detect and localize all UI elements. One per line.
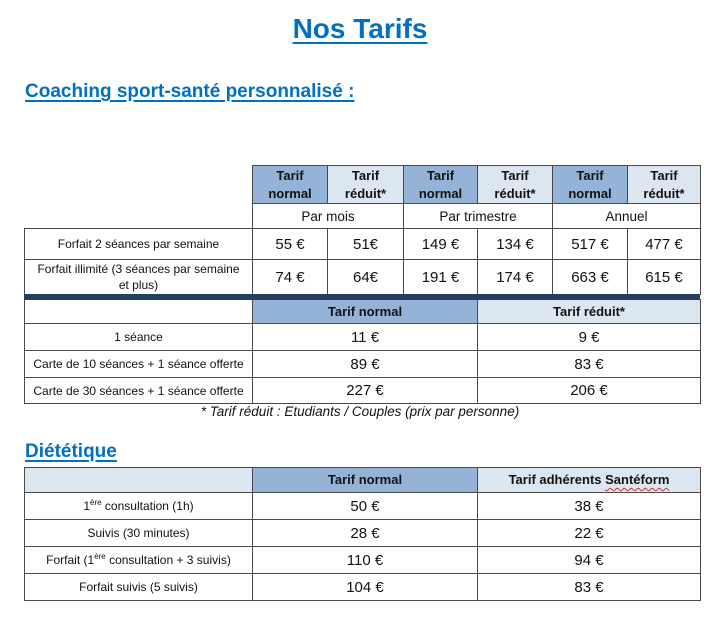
- header-label: Tarif réduit*: [344, 167, 387, 201]
- table-row: [25, 493, 701, 520]
- price-cell: 55 €: [253, 229, 328, 260]
- price-cell: 191 €: [404, 260, 478, 295]
- price-member: 38 €: [478, 493, 701, 520]
- header-label: Tarif réduit*: [494, 167, 536, 201]
- header-annual-normal: [553, 166, 628, 204]
- price-normal: 110 €: [253, 547, 478, 574]
- table-row: [25, 229, 701, 260]
- table-header-row: [25, 300, 701, 324]
- header-label: Tarif normal: [568, 167, 612, 201]
- row-label-cell: [25, 260, 253, 295]
- row-label: Forfait illimité (3 séances par semaine et plus): [37, 262, 240, 292]
- row-label-cell: [25, 493, 253, 520]
- footnote: * Tarif réduit : Etudiants / Couples (prix par personne): [200, 404, 520, 419]
- table-row: [25, 351, 701, 378]
- subscription-price-table: [24, 165, 701, 295]
- price-normal: 50 €: [253, 493, 478, 520]
- price-cell: 517 €: [553, 229, 628, 260]
- table-row: [25, 378, 701, 404]
- header-label: Tarif réduit*: [643, 167, 685, 201]
- price-normal: 11 €: [253, 324, 478, 351]
- price-member: 83 €: [478, 574, 701, 601]
- price-reduced: 83 €: [478, 351, 701, 378]
- header-tarif-normal: Tarif normal: [253, 300, 478, 324]
- price-normal: 227 €: [253, 378, 478, 404]
- row-label: Forfait 2 séances par semaine: [25, 229, 253, 260]
- table-row: [25, 574, 701, 601]
- price-normal: 104 €: [253, 574, 478, 601]
- row-label-superscript: ère: [90, 498, 102, 507]
- header-annual-reduced: [628, 166, 701, 204]
- header-brand-label: Santéform: [605, 472, 670, 487]
- table-header-row: [25, 468, 701, 493]
- section-heading-coaching: Coaching sport-santé personnalisé :: [25, 81, 355, 102]
- row-label: 1 séance: [25, 324, 253, 351]
- price-member: 94 €: [478, 547, 701, 574]
- header-quarterly-reduced: [478, 166, 553, 204]
- header-quarterly-normal: [404, 166, 478, 204]
- price-cell: 64€: [328, 260, 404, 295]
- row-label-cell: [25, 547, 253, 574]
- header-monthly-reduced: [328, 166, 404, 204]
- row-label-part: consultation + 3 suivis): [105, 553, 231, 567]
- row-label-part: consultation (1h): [101, 499, 194, 513]
- table-row: [25, 520, 701, 547]
- blank-header-cell: [25, 468, 253, 493]
- header-tarif-normal: Tarif normal: [253, 468, 478, 493]
- table-header-row: [25, 166, 701, 204]
- dietetics-price-table: [24, 467, 701, 601]
- period-annual: Annuel: [553, 204, 701, 229]
- table-row: [25, 547, 701, 574]
- price-reduced: 9 €: [478, 324, 701, 351]
- period-quarterly: Par trimestre: [404, 204, 553, 229]
- row-label: Carte de 30 séances + 1 séance offerte: [25, 378, 253, 404]
- price-reduced: 206 €: [478, 378, 701, 404]
- price-cell: 615 €: [628, 260, 701, 295]
- row-label-superscript: ère: [94, 552, 106, 561]
- row-label-part: 1: [83, 499, 91, 513]
- header-label: Tarif adhérents: [508, 472, 602, 487]
- header-tarif-adherents: [478, 468, 701, 493]
- price-cell: 134 €: [478, 229, 553, 260]
- price-member: 22 €: [478, 520, 701, 547]
- row-label-part: Forfait (1: [46, 553, 95, 567]
- price-normal: 89 €: [253, 351, 478, 378]
- blank-corner-cell: [25, 166, 253, 229]
- header-label: Tarif normal: [268, 167, 312, 201]
- session-price-table: [24, 299, 701, 404]
- row-label: Carte de 10 séances + 1 séance offerte: [25, 351, 253, 378]
- row-label: Forfait suivis (5 suivis): [25, 574, 253, 601]
- header-monthly-normal: [253, 166, 328, 204]
- table-row: [25, 324, 701, 351]
- header-label: Tarif normal: [418, 167, 463, 201]
- price-cell: 74 €: [253, 260, 328, 295]
- price-cell: 51€: [328, 229, 404, 260]
- blank-header-cell: [25, 300, 253, 324]
- price-cell: 663 €: [553, 260, 628, 295]
- table-row: [25, 260, 701, 295]
- table-separator-bar: [24, 294, 700, 300]
- price-cell: 174 €: [478, 260, 553, 295]
- section-heading-dietetique: Diététique: [25, 441, 117, 462]
- price-normal: 28 €: [253, 520, 478, 547]
- price-cell: 477 €: [628, 229, 701, 260]
- header-tarif-reduit: Tarif réduit*: [478, 300, 701, 324]
- page-title-text: Nos Tarifs: [292, 13, 428, 44]
- price-cell: 149 €: [404, 229, 478, 260]
- page-title: [0, 11, 720, 47]
- row-label: Suivis (30 minutes): [25, 520, 253, 547]
- period-monthly: Par mois: [253, 204, 404, 229]
